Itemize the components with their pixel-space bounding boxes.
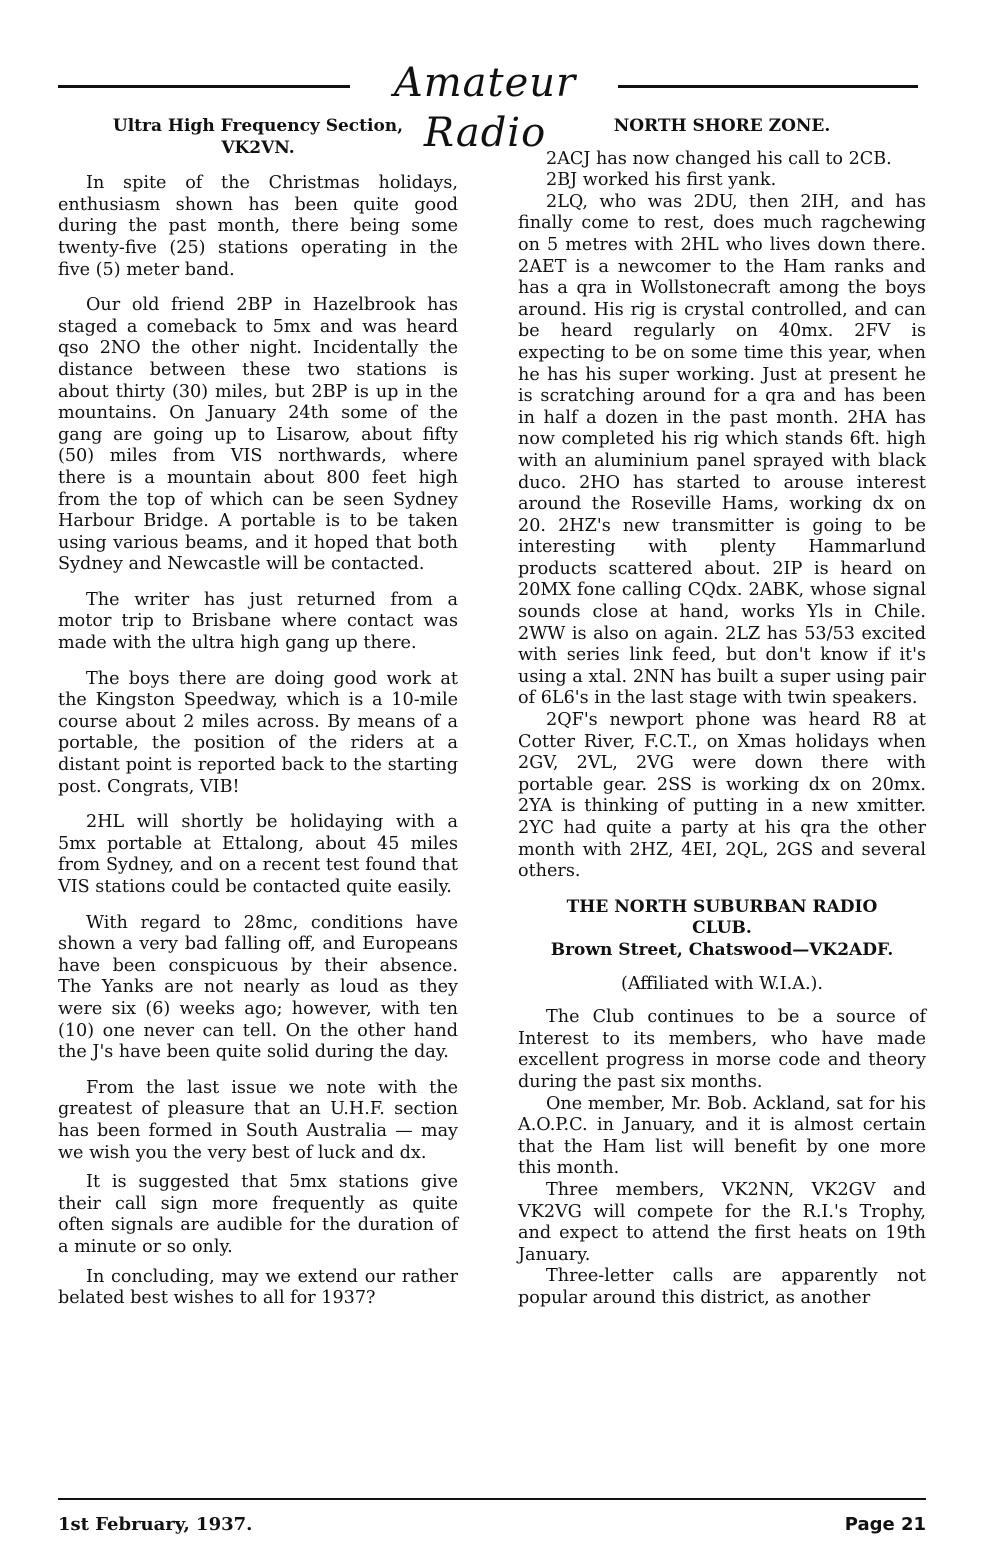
club-affiliation: (Affiliated with W.I.A.). [620, 973, 824, 994]
left-column [58, 116, 458, 1310]
club-heading-line1: THE NORTH SUBURBAN RADIO [566, 896, 878, 917]
club-heading-line2: CLUB. [692, 918, 752, 939]
issue-date: 1st February, 1937. [58, 1514, 253, 1535]
masthead-rule-right [618, 85, 918, 88]
left-paragraph: It is suggested that 5mx stations give their call sign more frequently as quite often signals are audible for the duration of a minute or so only. [58, 1172, 458, 1257]
masthead-title: Amateur Radio [393, 60, 577, 156]
left-paragraph: From the last issue we note with the greatest of pleasure that an U.H.F. section has been formed in South Australia — may we wish you the very best of luck and dx. [58, 1077, 458, 1163]
masthead-rule-left [58, 85, 350, 88]
club-address: Brown Street, Chatswood—VK2ADF. [550, 939, 894, 960]
uhf-section-heading-line1: Ultra High Frequency Section, [112, 116, 404, 136]
footer-rule [58, 1498, 926, 1500]
page-footer [58, 1498, 926, 1538]
right-paragraph: 2QF's newport phone was heard R8 at Cotter River, F.C.T., on Xmas holidays when 2GV, 2VL, 2VG were down there with portable gear. 2SS is working dx on 20mx. 2YA is thinking of putting in a new xmitter. 2YC had quite a party at his qra the other month with 2HZ, 4EI, 2QL, 2GS and several others. [518, 710, 926, 882]
right-paragraph: 2ACJ has now changed his call to 2CB. [546, 148, 892, 169]
left-paragraph: 2HL will shortly be holidaying with a 5mx portable at Ettalong, about 45 miles from Sydney, and on a recent test found that VIS stations could be contacted quite easily. [58, 812, 458, 897]
club-paragraph: Three members, VK2NN, VK2GV and VK2VG will compete for the R.I.'s Trophy, and expect to attend the first heats on 19th January. [518, 1179, 926, 1265]
north-shore-zone-heading: NORTH SHORE ZONE. [613, 116, 831, 136]
right-column [518, 116, 926, 1309]
club-paragraph: One member, Mr. Bob. Ackland, sat for his A.O.P.C. in January, and it is almost certain that the Ham list will benefit by one more this month. [518, 1093, 926, 1179]
left-paragraph: The boys there are doing good work at the Kingston Speedway, which is a 10-mile course about 2 miles across. By means of a portable, the position of the riders at a distant point is reported back to the starting post. Congrats, VIB! [58, 668, 458, 797]
uhf-section-heading-line2: VK2VN. [221, 137, 295, 158]
club-paragraph: The Club continues to be a source of Interest to its members, who have made excellent progress in morse code and theory during the past six months. [518, 1007, 926, 1092]
left-paragraph: With regard to 28mc, conditions have shown a very bad falling off, and Europeans have been conspicuous by their absence. The Yanks are not nearly as loud as they were six (6) weeks ago; however, with ten (10) one never can tell. On the other hand the J's have been quite solid during the day. [58, 912, 458, 1063]
left-paragraph: In spite of the Christmas holidays, enthusiasm shown has been quite good during the past month, there being some twenty-five (25) stations operating in the five (5) meter band. [58, 173, 458, 280]
club-paragraph: Three-letter calls are apparently not popular around this district, as another [518, 1266, 926, 1308]
left-paragraph: In concluding, may we extend our rather belated best wishes to all for 1937? [58, 1266, 458, 1309]
page-number: Page 21 [844, 1514, 926, 1535]
left-paragraph: Our old friend 2BP in Hazelbrook has staged a comeback to 5mx and was heard qso 2NO the other night. Incidentally the distance between these two stations is about thirty (30) miles, but 2BP is up in the mountains. On January 24th some of the gang are going up to Lisarow, about fifty (50) miles from VIS northwards, where there is a mountain about 800 feet high from the top of which can be seen Sydney Harbour Bridge. A portable is to be taken using various beams, and it hoped that both Sydney and Newcastle will be contacted. [58, 295, 458, 575]
right-paragraph: 2LQ, who was 2DU, then 2IH, and has finally come to rest, does much ragchewing on 5 metres with 2HL who lives down there. 2AET is a newcomer to the Ham ranks and has a qra in Wollstonecraft among the boys around. His rig is crystal controlled, and can be heard regularly on 40mx. 2FV is expecting to be on some time this year, when he has his super working. Just at present he is scratching around for a qra and has been in half a dozen in the past month. 2HA has now completed his rig which stands 6ft. high with an aluminium panel sprayed with black duco. 2HO has started to arouse interest around the Roseville Hams, working dx on 20. 2HZ's new transmitter is going to be interesting with plenty Hammarlund products scattered about. 2IP is heard on 20MX fone calling CQdx. 2ABK, whose signal sounds close at hand, works Yls in Chile. 2WW is also on again. 2LZ has 53/53 excited with series link feed, but don't know if it's using a xtal. 2NN has built a super using pair of 6L6's in the last stage with twin speakers. [518, 191, 926, 709]
right-paragraph: 2BJ worked his first yank. [546, 170, 777, 191]
left-paragraph: The writer has just returned from a motor trip to Brisbane where contact was made with the ultra high gang up there. [58, 589, 458, 654]
